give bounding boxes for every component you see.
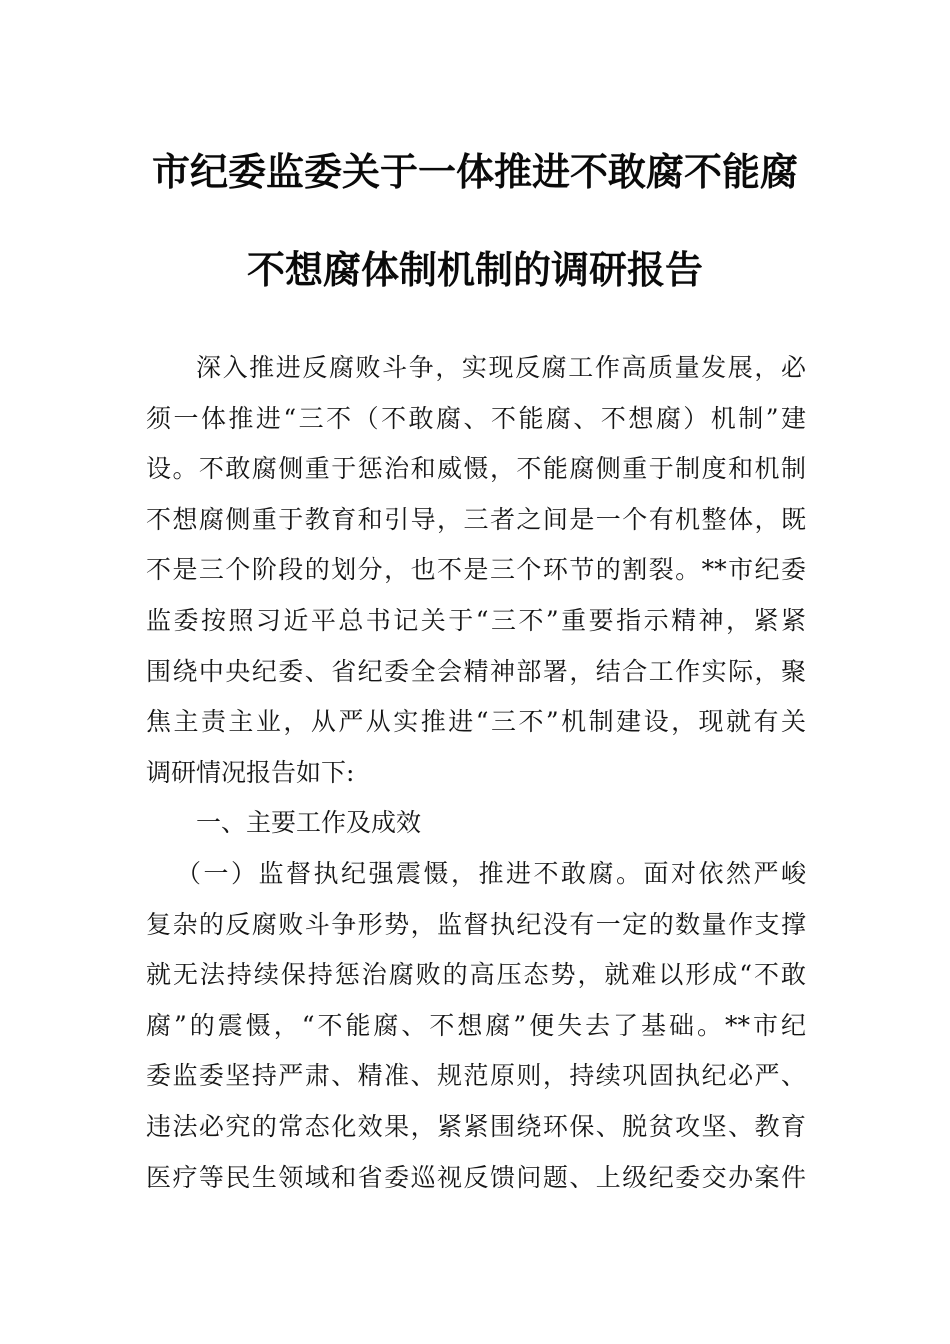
paragraph-1-line: 不是三个阶段的划分，也不是三个环节的割裂。**市纪委 bbox=[146, 555, 806, 585]
paragraph-2-line: 复杂的反腐败斗争形势，监督执纪没有一定的数量作支撑 bbox=[146, 909, 806, 939]
paragraph-1-line: 调研情况报告如下: bbox=[146, 757, 355, 787]
paragraph-1-line: 设。不敢腐侧重于惩治和威慑，不能腐侧重于制度和机制 bbox=[146, 454, 806, 484]
paragraph-2-line: 就无法持续保持惩治腐败的高压态势，就难以形成“不敢 bbox=[146, 960, 806, 990]
paragraph-1-line: 围绕中央纪委、省纪委全会精神部署，结合工作实际，聚 bbox=[146, 656, 806, 686]
paragraph-1-line: 监委按照习近平总书记关于“三不”重要指示精神，紧紧 bbox=[146, 605, 806, 635]
paragraph-2-line: 腐”的震慑，“不能腐、不想腐”便失去了基础。**市纪 bbox=[146, 1010, 806, 1040]
document-body bbox=[146, 343, 806, 1203]
paragraph-2-line: 医疗等民生领域和省委巡视反馈问题、上级纪委交办案件 bbox=[146, 1162, 806, 1192]
paragraph-1-line: 须一体推进“三不（不敢腐、不能腐、不想腐）机制”建 bbox=[146, 403, 806, 433]
document-title-line-2: 不想腐体制机制的调研报告 bbox=[246, 248, 703, 292]
paragraph-1-line: 焦主责主业，从严从实推进“三不”机制建设，现就有关 bbox=[146, 707, 806, 737]
paragraph-1-line: 深入推进反腐败斗争，实现反腐工作高质量发展，必 bbox=[196, 353, 806, 382]
document-title-line-1: 市纪委监委关于一体推进不敢腐不能腐 bbox=[151, 150, 798, 194]
paragraph-2-line: 委监委坚持严肃、精准、规范原则，持续巩固执纪必严、 bbox=[146, 1061, 806, 1091]
paragraph-2-line: 违法必究的常态化效果，紧紧围绕环保、脱贫攻坚、教育 bbox=[146, 1111, 806, 1141]
paragraph-1-line: 不想腐侧重于教育和引导，三者之间是一个有机整体，既 bbox=[146, 504, 806, 534]
section-heading: 一、主要工作及成效 bbox=[196, 808, 422, 838]
paragraph-2-line: （一）监督执纪强震慑，推进不敢腐。面对依然严峻 bbox=[176, 858, 806, 888]
